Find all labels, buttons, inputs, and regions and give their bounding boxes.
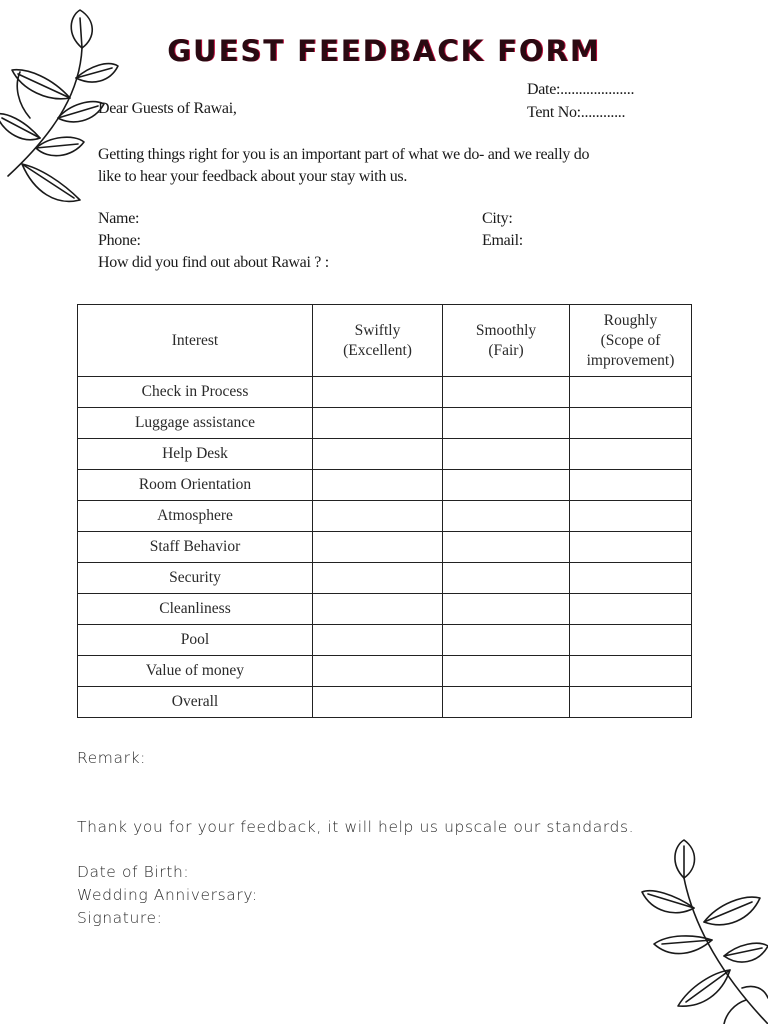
- table-row: [78, 439, 692, 470]
- thank-you-message: Thank you for your feedback, it will help us upscale our standards.: [77, 818, 635, 836]
- rating-cell[interactable]: [570, 439, 692, 470]
- greeting: Dear Guests of Rawai,: [98, 100, 237, 117]
- rating-cell[interactable]: [313, 439, 443, 470]
- wedding-anniversary-field-label[interactable]: Wedding Anniversary:: [77, 886, 258, 904]
- rating-cell[interactable]: [443, 470, 570, 501]
- rating-cell[interactable]: [570, 563, 692, 594]
- row-label: Room Orientation: [78, 470, 313, 501]
- form-title: GUEST FEEDBACK FORM: [167, 34, 601, 68]
- table-row: [78, 563, 692, 594]
- feedback-table: [77, 304, 692, 718]
- table-row: [78, 408, 692, 439]
- rating-cell[interactable]: [443, 501, 570, 532]
- rating-cell[interactable]: [443, 377, 570, 408]
- row-label: Value of money: [78, 656, 313, 687]
- rating-cell[interactable]: [570, 470, 692, 501]
- rating-cell[interactable]: [443, 625, 570, 656]
- leaf-branch-icon: [634, 838, 768, 1024]
- rating-cell[interactable]: [313, 501, 443, 532]
- rating-cell[interactable]: [570, 656, 692, 687]
- table-row: [78, 532, 692, 563]
- table-header-row: [78, 305, 692, 377]
- rating-cell[interactable]: [443, 439, 570, 470]
- table-row: [78, 501, 692, 532]
- row-label: Check in Process: [78, 377, 313, 408]
- intro-paragraph: [98, 144, 698, 188]
- name-field-label[interactable]: Name:: [98, 210, 140, 227]
- column-header-roughly: [570, 305, 692, 377]
- rating-cell[interactable]: [313, 408, 443, 439]
- rating-cell[interactable]: [570, 687, 692, 718]
- tent-number-field-label[interactable]: Tent No:............: [527, 104, 626, 121]
- date-field-label[interactable]: Date:....................: [527, 81, 635, 98]
- header-line: improvement): [586, 351, 675, 369]
- rating-cell[interactable]: [570, 625, 692, 656]
- rating-cell[interactable]: [313, 470, 443, 501]
- rating-cell[interactable]: [443, 687, 570, 718]
- table-row: [78, 594, 692, 625]
- rating-cell[interactable]: [570, 532, 692, 563]
- intro-line: Getting things right for you is an important part of what we do- and we really do: [98, 146, 590, 163]
- header-line: (Scope of: [600, 331, 661, 349]
- rating-cell[interactable]: [443, 594, 570, 625]
- rating-cell[interactable]: [313, 594, 443, 625]
- rating-cell[interactable]: [313, 377, 443, 408]
- rating-cell[interactable]: [570, 408, 692, 439]
- row-label: Pool: [78, 625, 313, 656]
- rating-cell[interactable]: [570, 594, 692, 625]
- rating-cell[interactable]: [443, 656, 570, 687]
- header-line: (Excellent): [343, 341, 412, 359]
- email-field-label[interactable]: Email:: [482, 232, 523, 249]
- rating-cell[interactable]: [443, 532, 570, 563]
- table-row: [78, 625, 692, 656]
- rating-cell[interactable]: [313, 563, 443, 594]
- remark-field-label[interactable]: Remark:: [77, 749, 146, 767]
- signature-field-label[interactable]: Signature:: [77, 909, 163, 927]
- header-line: Interest: [171, 331, 219, 349]
- column-header-swiftly: [313, 305, 443, 377]
- row-label: Atmosphere: [78, 501, 313, 532]
- rating-cell[interactable]: [443, 563, 570, 594]
- row-label: Help Desk: [78, 439, 313, 470]
- rating-cell[interactable]: [570, 377, 692, 408]
- rating-cell[interactable]: [313, 656, 443, 687]
- header-line: (Fair): [488, 341, 524, 359]
- header-line: Swiftly: [354, 321, 401, 339]
- rating-cell[interactable]: [570, 501, 692, 532]
- row-label: Staff Behavior: [78, 532, 313, 563]
- row-label: Security: [78, 563, 313, 594]
- row-label: Luggage assistance: [78, 408, 313, 439]
- date-of-birth-field-label[interactable]: Date of Birth:: [77, 863, 190, 881]
- rating-cell[interactable]: [313, 625, 443, 656]
- intro-line: like to hear your feedback about your stay with us.: [98, 168, 408, 185]
- table-row: [78, 470, 692, 501]
- header-line: Smoothly: [475, 321, 537, 339]
- source-field-label[interactable]: How did you find out about Rawai ? :: [98, 254, 329, 271]
- column-header-smoothly: [443, 305, 570, 377]
- table-row: [78, 687, 692, 718]
- phone-field-label[interactable]: Phone:: [98, 232, 141, 249]
- rating-cell[interactable]: [443, 408, 570, 439]
- table-row: [78, 377, 692, 408]
- row-label: Overall: [78, 687, 313, 718]
- table-row: [78, 656, 692, 687]
- rating-cell[interactable]: [313, 687, 443, 718]
- header-line: Roughly: [603, 311, 658, 329]
- row-label: Cleanliness: [78, 594, 313, 625]
- rating-cell[interactable]: [313, 532, 443, 563]
- column-header-interest: [78, 305, 313, 377]
- city-field-label[interactable]: City:: [482, 210, 513, 227]
